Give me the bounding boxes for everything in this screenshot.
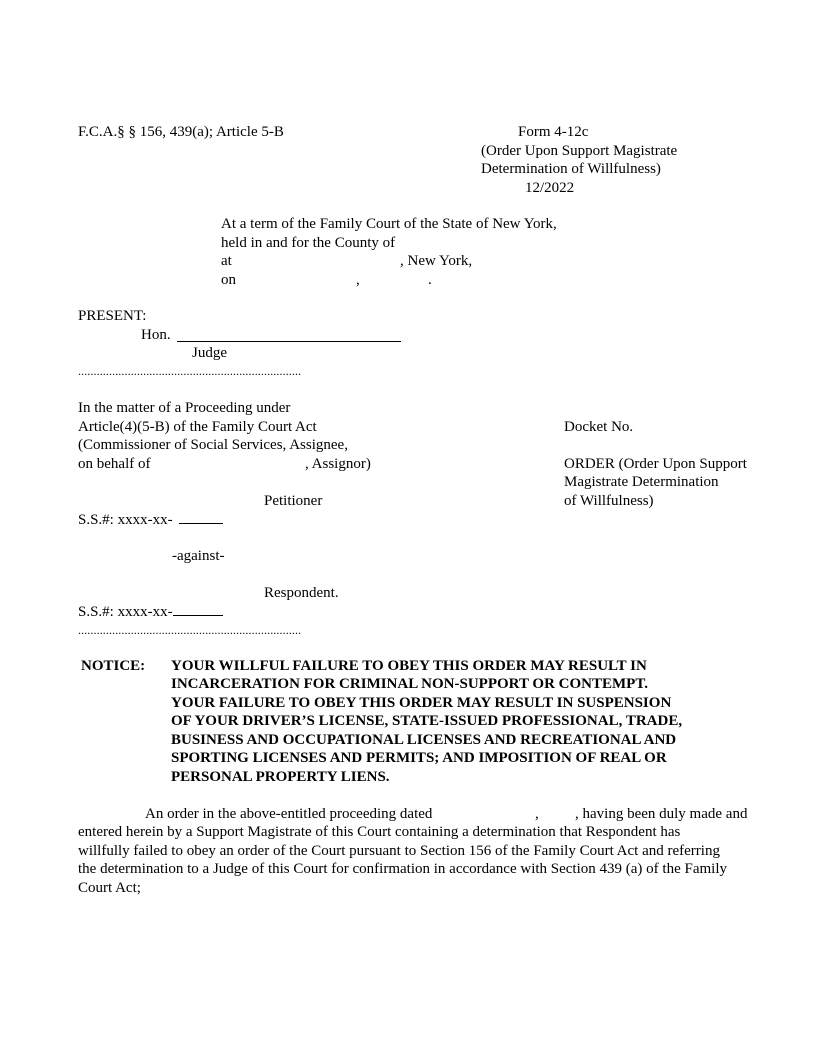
court-term-date-period: . bbox=[428, 272, 432, 288]
body-line-2: entered herein by a Support Magistrate of this Court containing a determination that Respondent has bbox=[78, 824, 681, 840]
court-term-at: at bbox=[221, 253, 232, 269]
respondent-ssn bbox=[78, 602, 223, 621]
respondent-ssn-label: S.S.#: xxxx-xx- bbox=[78, 604, 173, 620]
notice-line-5: BUSINESS AND OCCUPATIONAL LICENSES AND RECREATIONAL AND bbox=[171, 732, 677, 748]
petitioner-label: Petitioner bbox=[264, 493, 323, 509]
body-line-1-c: , having been duly made and bbox=[575, 806, 748, 822]
court-term-new-york: , New York, bbox=[400, 253, 473, 269]
form-date: 12/2022 bbox=[525, 180, 575, 196]
separator-dots-bottom: ........................................................................ bbox=[78, 623, 302, 637]
court-term-line-1: At a term of the Family Court of the State of New York, bbox=[221, 216, 557, 232]
petitioner-ssn-blank bbox=[179, 510, 223, 524]
notice-line-4: OF YOUR DRIVER’S LICENSE, STATE-ISSUED PROFESSIONAL, TRADE, bbox=[171, 713, 683, 729]
judge-label: Judge bbox=[192, 345, 227, 361]
body-line-3: willfully failed to obey an order of the Court pursuant to Section 156 of the Family Court Act and referring bbox=[78, 843, 720, 859]
caption-line-3: (Commissioner of Social Services, Assignee, bbox=[78, 437, 348, 453]
respondent-label: Respondent. bbox=[264, 585, 339, 601]
notice-line-6: SPORTING LICENSES AND PERMITS; AND IMPOSITION OF REAL OR bbox=[171, 750, 667, 766]
notice-line-1: YOUR WILLFUL FAILURE TO OBEY THIS ORDER MAY RESULT IN bbox=[171, 658, 647, 674]
order-title-line-1: ORDER (Order Upon Support bbox=[564, 456, 747, 472]
respondent-ssn-blank bbox=[173, 602, 223, 616]
petitioner-ssn-label: S.S.#: xxxx-xx- bbox=[78, 512, 173, 528]
caption-line-1: In the matter of a Proceeding under bbox=[78, 400, 291, 416]
hon-label: Hon. bbox=[141, 327, 171, 343]
order-title-line-2: Magistrate Determination bbox=[564, 474, 719, 490]
against-label: -against- bbox=[172, 548, 225, 564]
notice-line-7: PERSONAL PROPERTY LIENS. bbox=[171, 769, 390, 785]
court-term-on: on bbox=[221, 272, 236, 288]
statute-citation: F.C.A.§ § 156, 439(a); Article 5-B bbox=[78, 124, 284, 140]
judge-name-line bbox=[177, 341, 401, 342]
body-line-1-b: , bbox=[535, 806, 539, 822]
separator-dots-top: ........................................................................ bbox=[78, 364, 302, 378]
present-label: PRESENT: bbox=[78, 308, 147, 324]
form-description-line-2: Determination of Willfulness) bbox=[481, 161, 661, 177]
caption-assignor: , Assignor) bbox=[305, 456, 371, 472]
form-number: Form 4-12c bbox=[518, 124, 589, 140]
body-line-5: Court Act; bbox=[78, 880, 141, 896]
caption-line-2: Article(4)(5-B) of the Family Court Act bbox=[78, 419, 317, 435]
notice-line-2: INCARCERATION FOR CRIMINAL NON-SUPPORT OR CONTEMPT. bbox=[171, 676, 648, 692]
court-term-date-comma: , bbox=[356, 272, 360, 288]
petitioner-ssn bbox=[78, 510, 223, 529]
court-term-line-2: held in and for the County of bbox=[221, 235, 396, 251]
notice-line-3: YOUR FAILURE TO OBEY THIS ORDER MAY RESULT IN SUSPENSION bbox=[171, 695, 672, 711]
body-line-4: the determination to a Judge of this Court for confirmation in accordance with Section 439 (a) of the Family bbox=[78, 861, 727, 877]
notice-label: NOTICE: bbox=[81, 658, 146, 674]
caption-on-behalf-of: on behalf of bbox=[78, 456, 151, 472]
form-description-line-1: (Order Upon Support Magistrate bbox=[481, 143, 678, 159]
body-line-1-a: An order in the above-entitled proceeding dated bbox=[145, 806, 433, 822]
order-title-line-3: of Willfulness) bbox=[564, 493, 654, 509]
docket-number-label: Docket No. bbox=[564, 419, 634, 435]
